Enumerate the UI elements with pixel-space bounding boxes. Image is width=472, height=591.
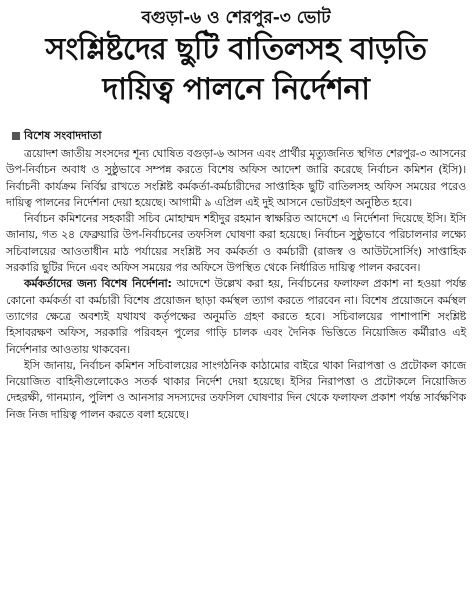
byline-text: বিশেষ সংবাদদাতা (24, 129, 102, 142)
paragraph-3 (6, 276, 466, 357)
headline-line-2: দায়িত্ব পালনে নির্দেশনা (102, 72, 370, 107)
paragraph-2: নির্বাচন কমিশনের সহকারী সচিব মোহাম্মদ শহীদুর রহমান স্বাক্ষরিত আদেশে এ নির্দেশনা দিয়েছে ইসি। ইসি জানায়, গত ২৪ ফেব্রুয়ারি উপ-নির্বাচনের তফসিল ঘোষণা করা হয়েছে। নির্বাচন সুষ্ঠুভাবে পরিচালনার লক্ষ্যে সচিবালয়ের আওতাধীন মাঠ পর্যায়ের সংশ্লিষ্ট সব কর্মকর্তা ও কর্মচারী (রাজস্ব ও আউটসোর্সিং) সাপ্তাহিক সরকারি ছুটির দিনে এবং অফিস সময়ের পর অফিসে উপস্থিত থেকে নির্ধারিত দায়িত্ব পালন করবেন। (6, 212, 466, 275)
paragraph-4: ইসি জানায়, নির্বাচন কমিশন সচিবালয়ের সাংগঠনিক কাঠামোর বাইরে থাকা নিরাপত্তা ও প্রটোকল কাজে নিয়োজিত বাহিনীগুলোকেও সতর্ক থাকার নির্দেশ দেয়া হয়েছে। ইসির নিরাপত্তা ও প্রটোকলে নিয়োজিত দেহরক্ষী, গানম্যান, পুলিশ ও আনসার সদস্যদের তফসিল ঘোষণার দিন থেকে ফলাফল প্রকাশ পর্যন্ত সার্বক্ষণিক নিজ নিজ দায়িত্ব পালন করতে বলা হয়েছে। (6, 358, 466, 421)
square-bullet-icon (12, 132, 20, 140)
byline (6, 128, 466, 144)
article-kicker: বগুড়া-৬ ও শেরপুর-৩ ভোট (141, 8, 331, 28)
subsection-text: আদেশে উল্লেখ করা হয়, নির্বাচনের ফলাফল প্রকাশ না হওয়া পর্যন্ত কোনো কর্মকর্তা বা কর্মচারী বিশেষ প্রয়োজন ছাড়া কর্মস্থল ত্যাগ করতে পারবেন না। বিশেষ প্রয়োজনে কর্মস্থল ত্যাগের ক্ষেত্রে অবশ্যই যথাযথ কর্তৃপক্ষের অনুমতি গ্রহণ করতে হবে। সচিবালয়ের পাশাপাশি সংশ্লিষ্ট হিসাবরক্ষণ অফিস, সরকারি পরিবহন পুলের গাড়ি চালক এবং দৈনিক ভিত্তিতে নিয়োজিত কর্মীরাও এই নির্দেশনার আওতায় থাকবেন। (6, 277, 466, 356)
subsection-lead: কর্মকর্তাদের জন্য বিশেষ নির্দেশনা: (24, 277, 172, 291)
article-body (6, 146, 466, 423)
headline-line-1: সংশ্লিষ্টদের ছুটি বাতিলসহ বাড়তি (45, 32, 427, 67)
paragraph-1: ত্রয়োদশ জাতীয় সংসদের শূন্য ঘোষিত বগুড়া-৬ আসন এবং প্রার্থীর মৃত্যুজনিত স্থগিত শেরপুর-৩ আসনের উপ-নির্বাচন অবাধ ও সুষ্ঠুভাবে সম্পন্ন করতে বিশেষ অফিস আদেশ জারি করেছে নির্বাচন কমিশন (ইসি)। নির্বাচনী কার্যক্রম নির্বিঘ্ন রাখতে সংশ্লিষ্ট কর্মকর্তা-কর্মচারীদের সাপ্তাহিক ছুটি বাতিলসহ অফিস সময়ের পরেও দায়িত্ব পালনের নির্দেশনা দেয়া হয়েছে। আগামী ৯ এপ্রিল এই দুই আসনে ভোটগ্রহণ অনুষ্ঠিত হবে। (6, 147, 466, 209)
